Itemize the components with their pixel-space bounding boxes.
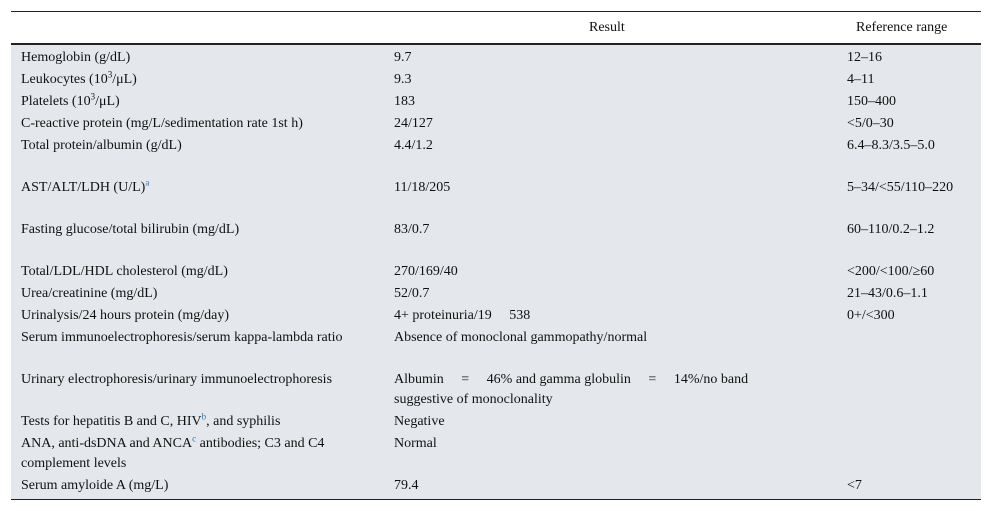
parameter-cell: Serum amyloide A (mg/L) [21, 478, 169, 493]
parameter-cell: Tests for hepatitis B and C, HIV$^b$, and syphilis [21, 411, 281, 429]
reference-cell: 12–16 [847, 50, 882, 65]
reference-cell: 5–34/<55/110–220 [847, 180, 954, 195]
header-reference-range: Reference range [856, 20, 948, 35]
table-row [11, 260, 981, 282]
footnote-link-b[interactable]: b [201, 411, 207, 422]
reference-cell: 0+/<300 [847, 308, 895, 323]
result-cell: 52/0.7 [394, 286, 430, 301]
parameter-cell: C-reactive protein (mg/L/sedimentation rate 1st h) [21, 116, 303, 131]
table-row [11, 432, 981, 474]
table-row [11, 218, 981, 260]
table-row [11, 176, 981, 218]
table-row [11, 90, 981, 112]
parameter-cell: ANA, anti-dsDNA and ANCA$^c$ antibodies; C3 and C4 complement levels [21, 433, 325, 471]
table-row [11, 304, 981, 326]
result-cell: 9.7 [394, 50, 412, 65]
header-result: Result [589, 20, 625, 35]
table-row [11, 410, 981, 432]
reference-cell: <7 [847, 478, 862, 493]
result-cell: Absence of monoclonal gammopathy/normal [394, 330, 648, 345]
result-cell: 270/169/40 [394, 264, 458, 279]
parameter-cell: Total protein/albumin (g/dL) [21, 138, 182, 153]
result-cell: 79.4 [394, 478, 419, 493]
table-row [11, 68, 981, 90]
table-row [11, 326, 981, 368]
footnote-link-a[interactable]: a [145, 177, 150, 188]
parameter-cell: Urinalysis/24 hours protein (mg/day) [21, 308, 230, 323]
table-row [11, 282, 981, 304]
parameter-cell: Hemoglobin (g/dL) [21, 50, 131, 65]
table-row [11, 474, 981, 496]
reference-cell: 6.4–8.3/3.5–5.0 [847, 138, 935, 153]
reference-cell: 150–400 [847, 94, 896, 109]
result-cell: 9.3 [394, 72, 412, 87]
parameter-cell: Platelets $(10^3/\mu L)$ [21, 91, 120, 109]
result-cell: Albumin = 46% and gamma globulin = 14%/no band suggestive of monoclonality [394, 372, 749, 407]
superscript: 3 [107, 69, 113, 80]
reference-cell: 4–11 [847, 72, 875, 87]
result-cell: 183 [394, 94, 415, 109]
result-cell: Negative [394, 414, 445, 429]
parameter-cell: Urea/creatinine (mg/dL) [21, 286, 158, 301]
parameter-cell: Serum immunoelectrophoresis/serum kappa-lambda ratio [21, 330, 343, 345]
result-cell: 24/127 [394, 116, 433, 131]
reference-cell: 21–43/0.6–1.1 [847, 286, 928, 301]
table-body [11, 45, 981, 499]
parameter-cell: AST/ALT/LDH (U/L)$^a$ [21, 177, 150, 195]
reference-cell: <200/<100/≥60 [847, 264, 935, 279]
parameter-cell: Fasting glucose/total bilirubin (mg/dL) [21, 222, 240, 237]
table-row [11, 134, 981, 176]
table-row [11, 112, 981, 134]
parameter-cell: Leukocytes $(10^3/\mu L)$ [21, 69, 137, 87]
result-cell: 83/0.7 [394, 222, 430, 237]
table-row [11, 368, 981, 410]
lab-results-table [11, 11, 981, 500]
result-cell: 4.4/1.2 [394, 138, 433, 153]
superscript: 3 [90, 91, 96, 102]
table-header [11, 12, 981, 45]
parameter-cell: Urinary electrophoresis/urinary immunoelectrophoresis [21, 372, 333, 387]
result-cell: 4+ proteinuria/19 538 [394, 308, 531, 323]
footnote-link-c[interactable]: c [192, 433, 197, 444]
result-cell: Normal [394, 436, 437, 451]
result-cell: 11/18/205 [394, 180, 451, 195]
reference-cell: <5/0–30 [847, 116, 894, 131]
table-row [11, 46, 981, 68]
reference-cell: 60–110/0.2–1.2 [847, 222, 935, 237]
parameter-cell: Total/LDL/HDL cholesterol (mg/dL) [21, 264, 228, 279]
